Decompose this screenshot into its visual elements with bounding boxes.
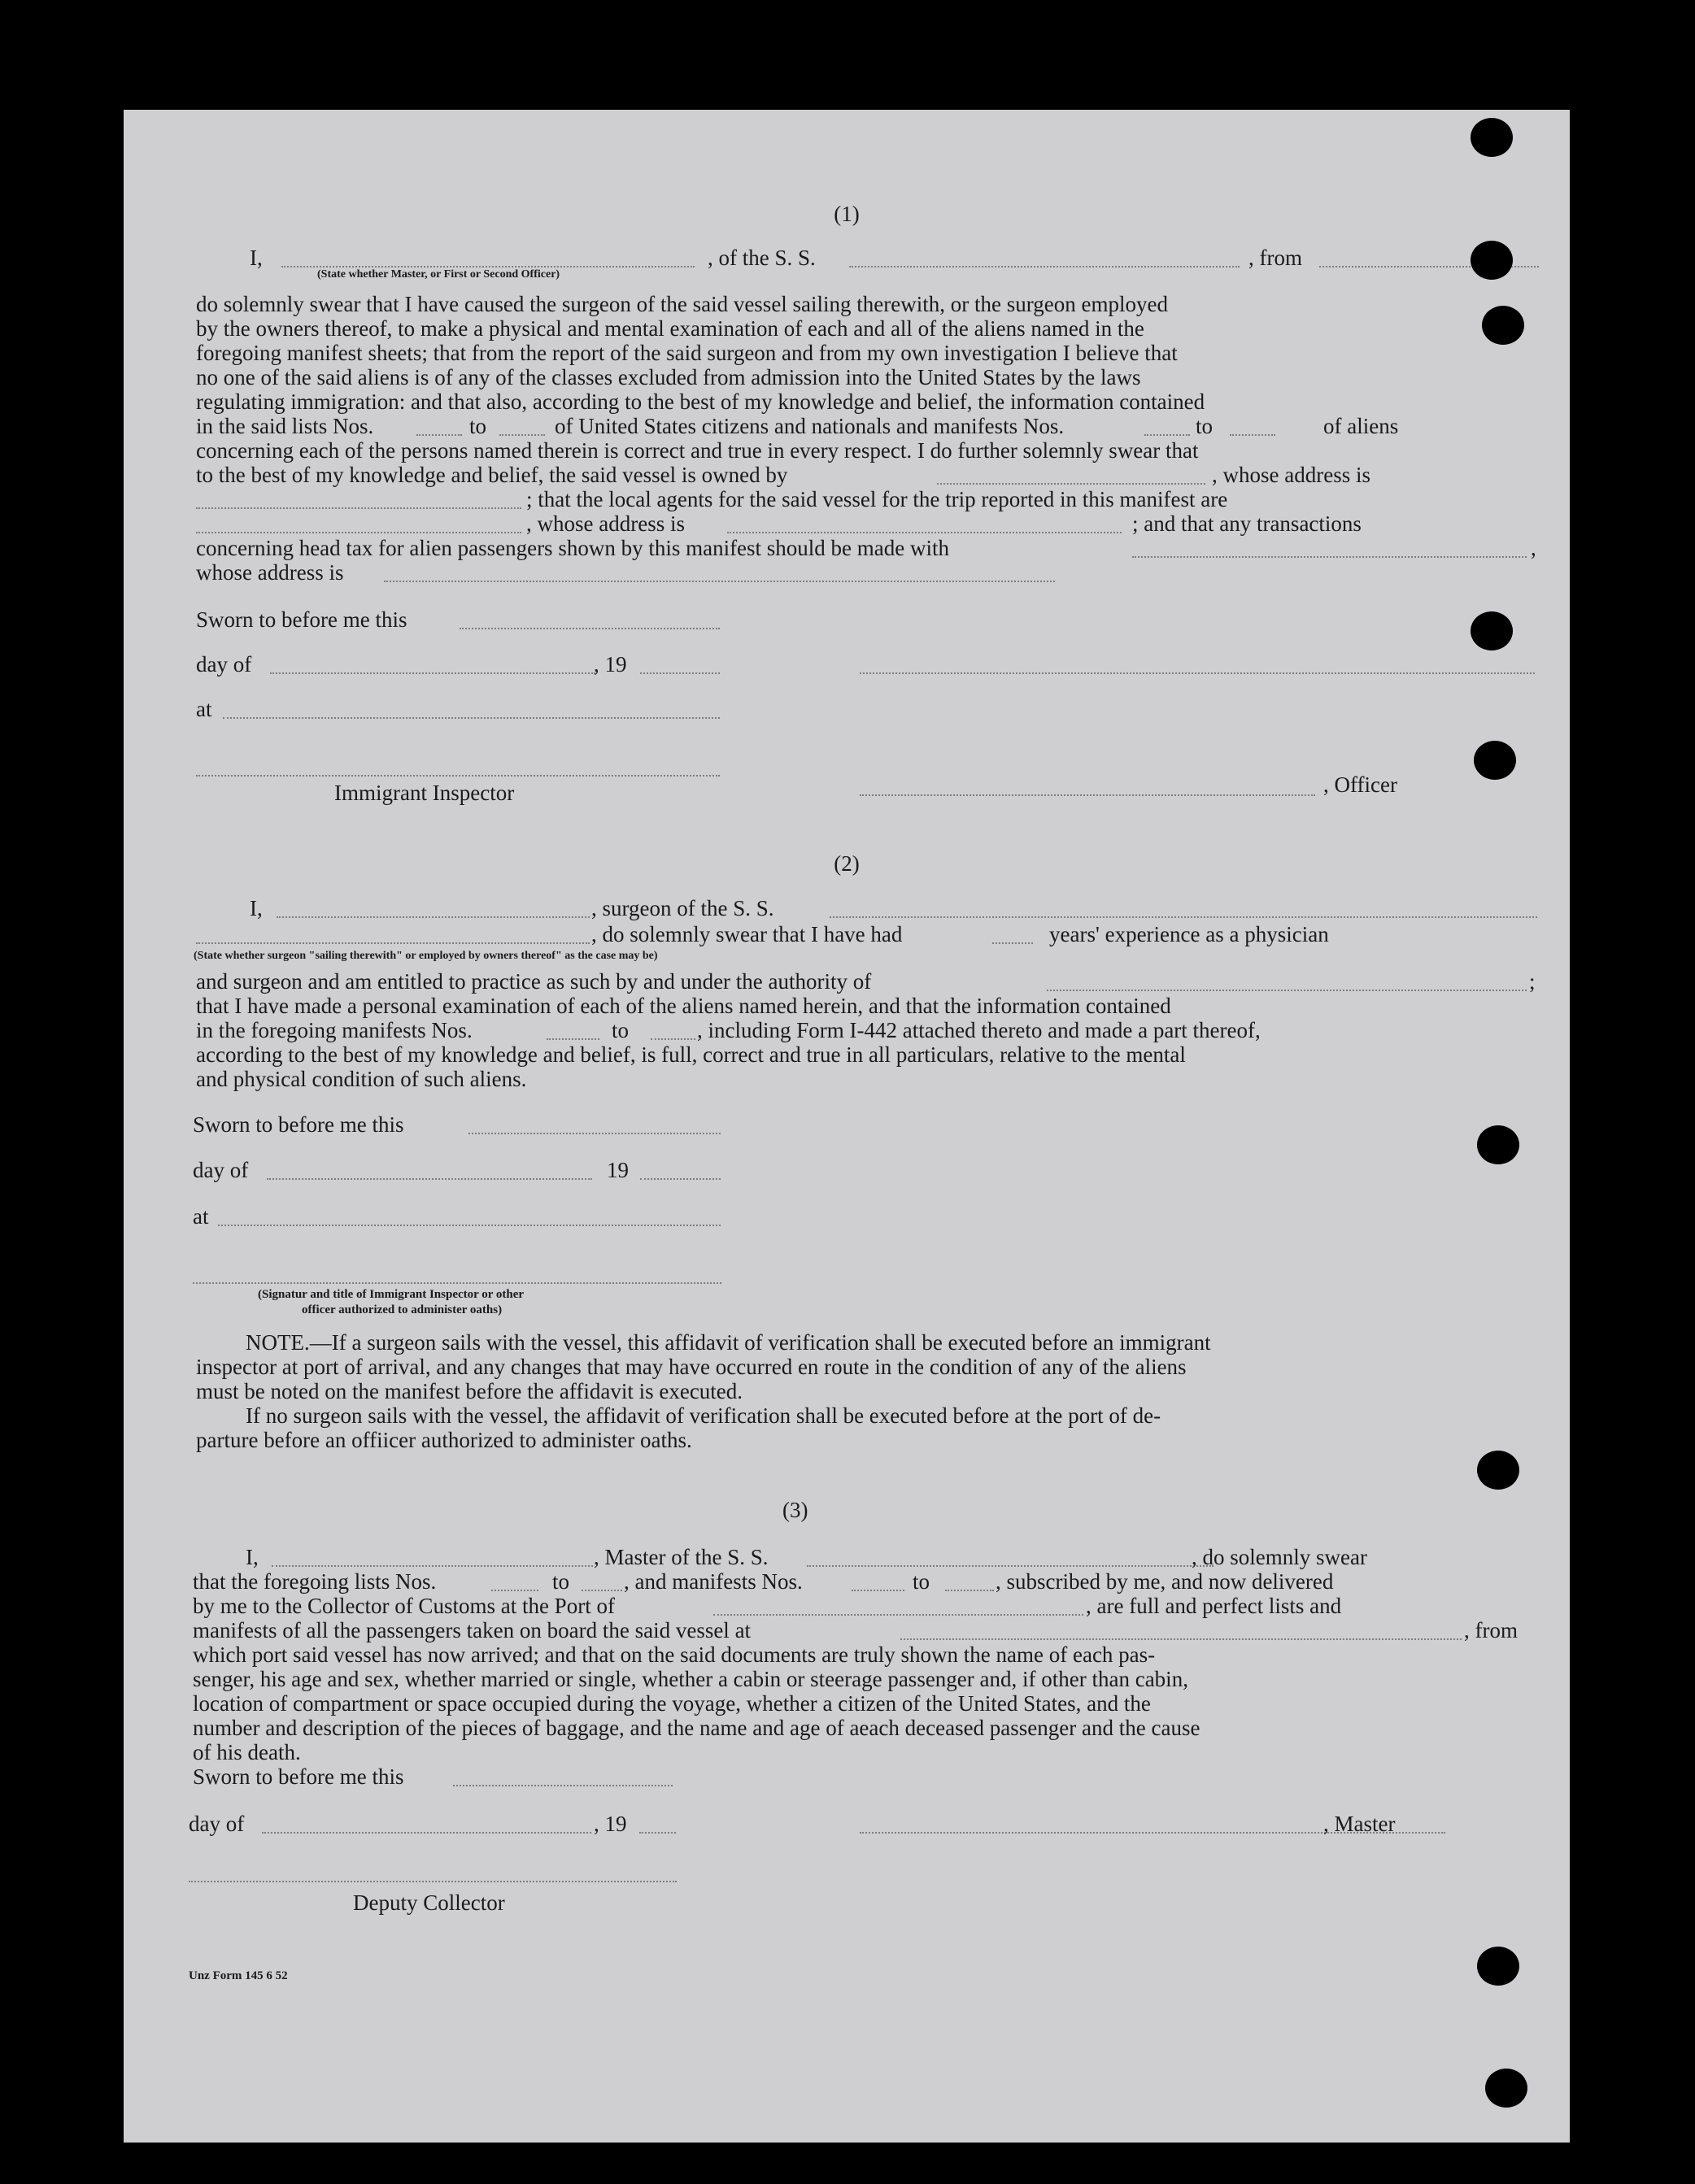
- s3-para-line-5: of his death.: [193, 1740, 301, 1764]
- s1-officer-field[interactable]: [281, 266, 695, 268]
- s1-para-line-2: by the owners thereof, to make a physical and mental examination of each and all of the aliens named in the: [196, 316, 1144, 341]
- s3-i: I,: [246, 1545, 259, 1569]
- s3-sworn-label: Sworn to before me this: [193, 1764, 404, 1789]
- s2-surgeon-type-field[interactable]: [196, 942, 590, 944]
- s3-vessel-field[interactable]: [807, 1565, 1214, 1567]
- punch-hole: [1471, 241, 1513, 280]
- s3-embark-port-field[interactable]: [900, 1638, 1462, 1640]
- s1-para-line-4: no one of the said aliens is of any of the classes excluded from admission into the United States by the laws: [196, 365, 1141, 389]
- s1-inspector-signature-field[interactable]: [196, 775, 720, 777]
- s2-para-line-2: that I have made a personal examination of each of the aliens named herein, and that the information contained: [196, 994, 1171, 1018]
- punch-hole: [1477, 1947, 1519, 1986]
- s3-lists-to: to: [552, 1569, 570, 1594]
- s2-authority-field[interactable]: [1047, 990, 1527, 991]
- note-line-2: inspector at port of arrival, and any changes that may have occurred en route in the condition of any of the aliens: [196, 1355, 1187, 1379]
- s1-agents-field[interactable]: [196, 532, 521, 533]
- s1-officer-signature-field[interactable]: [860, 794, 1315, 796]
- s2-surgeon-name-field[interactable]: [277, 916, 590, 918]
- s2-sworn-label: Sworn to before me this: [193, 1112, 404, 1137]
- s3-swear-label: , do solemnly swear: [1192, 1545, 1367, 1569]
- s3-para-line-3: location of compartment or space occupied during the voyage, whether a citizen of the United States, and the: [193, 1691, 1151, 1716]
- s2-surgeon-ss-label: , surgeon of the S. S.: [591, 896, 774, 920]
- s2-form-label: , including Form I-442 attached thereto and made a part thereof,: [697, 1018, 1261, 1042]
- s2-i: I,: [250, 896, 263, 920]
- punch-hole: [1477, 1451, 1519, 1490]
- s3-subscribed-label: , subscribed by me, and now delivered: [996, 1569, 1334, 1594]
- s3-manifests-from-field[interactable]: [852, 1590, 904, 1591]
- s3-port-field[interactable]: [713, 1614, 1083, 1616]
- s1-whose-address-label: whose address is: [196, 560, 344, 585]
- s1-manifests-to: to: [1196, 414, 1214, 438]
- s3-taken-on-board-label: manifests of all the passengers taken on board the said vessel at: [193, 1618, 752, 1642]
- s1-lists-from-field[interactable]: [416, 434, 462, 436]
- note-line-1: NOTE.—If a surgeon sails with the vessel, this affidavit of verification shall be executed before an immigrant: [246, 1330, 1211, 1355]
- s3-master-ss-label: , Master of the S. S.: [594, 1545, 769, 1569]
- s1-sworn-label: Sworn to before me this: [196, 607, 407, 632]
- s1-of-ss: , of the S. S.: [708, 246, 816, 270]
- s1-para-line-3: foregoing manifest sheets; that from the report of the said surgeon and from my own investigation I believe that: [196, 341, 1178, 365]
- s1-head-tax-comma: ,: [1531, 536, 1536, 560]
- s2-year-field[interactable]: [640, 1178, 721, 1180]
- s1-agents-address-field[interactable]: [727, 532, 1122, 533]
- s2-manifests-to-field[interactable]: [651, 1038, 695, 1040]
- s1-agents-label: ; that the local agents for the said vessel for the trip reported in this manifest are: [526, 487, 1228, 511]
- punch-hole: [1471, 611, 1513, 650]
- s1-owned-by-label: to the best of my knowledge and belief, the said vessel is owned by: [196, 463, 788, 487]
- s3-lists-label: that the foregoing lists Nos.: [193, 1569, 437, 1594]
- s2-sworn-field[interactable]: [468, 1133, 721, 1134]
- s1-manifests-to-field[interactable]: [1230, 434, 1275, 436]
- s1-i: I,: [250, 246, 263, 270]
- section-2-number: (2): [834, 851, 860, 876]
- s1-inspector-label: Immigrant Inspector: [334, 781, 515, 805]
- s2-surgeon-note: (State whether surgeon "sailing therewith" or employed by owners thereof" as the case may be): [194, 950, 658, 962]
- s1-day-of-field[interactable]: [270, 672, 595, 674]
- section-1-number: (1): [834, 202, 860, 226]
- form-page: [124, 110, 1570, 2143]
- s1-owner-address-field[interactable]: [196, 507, 521, 509]
- s2-authority-label: and surgeon and am entitled to practice as such by and under the authority of: [196, 969, 872, 994]
- s3-year-field[interactable]: [639, 1832, 676, 1834]
- s1-officer-label: , Officer: [1323, 772, 1397, 797]
- s3-port-label: by me to the Collector of Customs at the Port of: [193, 1594, 615, 1618]
- s1-transactions-label: ; and that any transactions: [1132, 511, 1362, 536]
- s1-para-line-5: regulating immigration: and that also, according to the best of my knowledge and belief, the information contained: [196, 389, 1205, 414]
- s1-officer-note: (State whether Master, or First or Second Officer): [317, 268, 560, 281]
- s2-authority-semicolon: ;: [1529, 969, 1536, 994]
- s3-lists-from-field[interactable]: [491, 1590, 538, 1591]
- s3-manifests-label: , and manifests Nos.: [624, 1569, 803, 1594]
- s1-whose-address-field[interactable]: [384, 581, 1055, 582]
- s2-day-of-field[interactable]: [267, 1178, 592, 1180]
- s3-para-line-2: senger, his age and sex, whether married or single, whether a cabin or steerage passenger and, if other than cabin,: [193, 1667, 1188, 1691]
- s2-manifests-label: in the foregoing manifests Nos.: [196, 1018, 473, 1042]
- s3-perfect-lists-label: , are full and perfect lists and: [1086, 1594, 1342, 1618]
- s1-day-of-label: day of: [196, 652, 252, 677]
- s1-lists-to: to: [469, 414, 487, 438]
- s1-at-field[interactable]: [223, 717, 720, 719]
- s3-year-label: , 19: [594, 1812, 627, 1836]
- s1-para-line-7: concerning each of the persons named therein is correct and true in every respect. I do further solemnly swear that: [196, 438, 1199, 463]
- s3-para-line-1: which port said vessel has now arrived; and that on the said documents are truly shown the name of each pas-: [193, 1642, 1156, 1667]
- s2-manifests-to: to: [612, 1018, 630, 1042]
- punch-hole: [1482, 306, 1524, 345]
- s3-sworn-field[interactable]: [453, 1785, 673, 1786]
- s2-vessel-field[interactable]: [830, 916, 1537, 918]
- s1-head-tax-label: concerning head tax for alien passengers shown by this manifest should be made with: [196, 536, 950, 560]
- s1-manifests-label: of United States citizens and nationals and manifests Nos.: [555, 414, 1065, 438]
- s3-manifests-to: to: [913, 1569, 930, 1594]
- s1-lists-to-field[interactable]: [499, 434, 545, 436]
- s1-officer-signature-top[interactable]: [860, 672, 1535, 674]
- s2-at-label: at: [193, 1204, 209, 1229]
- note-line-5: parture before an offiicer authorized to administer oaths.: [196, 1428, 692, 1452]
- s3-para-line-4: number and description of the pieces of baggage, and the name and age of aeach deceased passenger and the cause: [193, 1716, 1200, 1740]
- s1-year-field[interactable]: [640, 672, 720, 674]
- punch-hole: [1477, 1125, 1519, 1164]
- s1-year-label: , 19: [594, 652, 627, 677]
- s2-signature-field[interactable]: [193, 1282, 721, 1284]
- s2-signature-note-1: (Signatur and title of Immigrant Inspector or other: [258, 1288, 525, 1301]
- s3-deputy-label: Deputy Collector: [353, 1890, 505, 1915]
- s2-para-line-4: according to the best of my knowledge and belief, is full, correct and true in all particulars, relative to the mental: [196, 1042, 1186, 1067]
- s3-day-of-field[interactable]: [262, 1832, 591, 1834]
- s2-manifests-from-field[interactable]: [547, 1038, 599, 1040]
- note-line-3: must be noted on the manifest before the affidavit is executed.: [196, 1379, 743, 1403]
- s3-from-label: , from: [1464, 1618, 1518, 1642]
- s1-owner-field[interactable]: [937, 483, 1205, 485]
- s1-from: , from: [1248, 246, 1302, 270]
- s2-years-label: years' experience as a physician: [1049, 922, 1329, 946]
- s2-day-of-label: day of: [193, 1158, 249, 1182]
- s1-lists-label: in the said lists Nos.: [196, 414, 374, 438]
- punch-hole: [1471, 118, 1513, 157]
- s3-deputy-signature-field[interactable]: [189, 1881, 677, 1882]
- s2-swear-label: , do solemnly swear that I have had: [591, 922, 903, 946]
- s1-para-line-1: do solemnly swear that I have caused the surgeon of the said vessel sailing therewith, or the surgeon employed: [196, 292, 1168, 316]
- s1-head-tax-field[interactable]: [1132, 556, 1527, 558]
- s2-years-field[interactable]: [992, 942, 1033, 944]
- s1-vessel-field[interactable]: [849, 266, 1240, 268]
- punch-hole: [1474, 741, 1516, 780]
- note-line-4: If no surgeon sails with the vessel, the affidavit of verification shall be executed before at the port of de-: [246, 1403, 1161, 1428]
- s2-at-field[interactable]: [218, 1225, 721, 1226]
- punch-hole: [1485, 2069, 1527, 2108]
- s3-lists-to-field[interactable]: [582, 1590, 622, 1591]
- s2-para-line-5: and physical condition of such aliens.: [196, 1067, 527, 1091]
- s1-agents-address-label: , whose address is: [526, 511, 685, 536]
- section-3-number: (3): [782, 1498, 808, 1522]
- s1-manifests-from-field[interactable]: [1144, 434, 1190, 436]
- s3-master-label: , Master: [1323, 1812, 1396, 1836]
- s2-year-label: 19: [607, 1158, 629, 1182]
- s1-owner-address-label: , whose address is: [1212, 463, 1370, 487]
- s2-signature-note-2: officer authorized to administer oaths): [302, 1303, 503, 1316]
- s1-at-label: at: [196, 697, 212, 721]
- s3-manifests-to-field[interactable]: [945, 1590, 994, 1591]
- form-number: Unz Form 145 6 52: [189, 1969, 288, 1982]
- s1-sworn-field[interactable]: [460, 628, 720, 629]
- s1-of-aliens: of aliens: [1323, 414, 1399, 438]
- s3-day-of-label: day of: [189, 1812, 245, 1836]
- s3-master-name-field[interactable]: [272, 1565, 593, 1567]
